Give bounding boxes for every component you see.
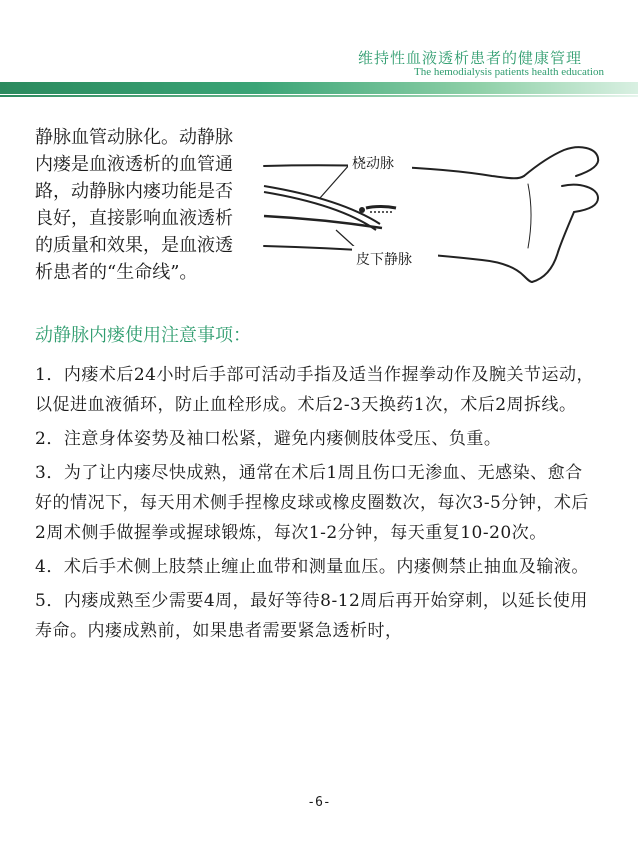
- header-bar: [0, 82, 638, 94]
- list-item: 2．注意身体姿势及袖口松紧，避免内瘘侧肢体受压、负重。: [35, 429, 502, 449]
- intro-line: 良好，直接影响血液透析: [35, 208, 233, 229]
- header-bar-line: [0, 95, 638, 97]
- section-heading: 动静脉内瘘使用注意事项：: [35, 325, 251, 346]
- header-title: 维持性血液透析患者的健康管理: [357, 49, 582, 67]
- list-item: 4．术后手术侧上肢禁止缠止血带和测量血压。内瘘侧禁止抽血及输液。: [35, 557, 589, 577]
- list-item: 3．为了让内瘘尽快成熟，通常在术后1周且伤口无渗血、无感染、愈合好的情况下，每天用术侧手捏橡皮球或橡皮圈数次，每次3-5分钟，术后2周术侧手做握拳或握球锻炼，每次1-2分钟，每天重复10-20次。: [35, 463, 589, 543]
- list-item: 1．内瘘术后24小时后手部可活动手指及适当作握拳动作及腕关节运动，以促进血液循环，防止血栓形成。术后2-3天换药1次，术后2周拆线。: [35, 365, 594, 415]
- intro-line: 路，动静脉内瘘功能是否: [35, 181, 233, 202]
- page-number: -6-: [307, 795, 331, 810]
- header-subtitle: The hemodialysis patients health education: [413, 66, 604, 78]
- intro-line: 内瘘是血液透析的血管通: [35, 154, 233, 175]
- intro-line: 的质量和效果，是血液透: [35, 235, 233, 256]
- intro-line: 析患者的“生命线”。: [35, 262, 198, 283]
- label-subcutaneous-vein: 皮下静脉: [356, 252, 412, 268]
- intro-paragraph: [35, 124, 275, 286]
- label-radial-artery: 桡动脉: [352, 156, 394, 172]
- precautions-list: [35, 360, 595, 650]
- forearm-fistula-illustration: [262, 128, 602, 310]
- list-item: 5．内瘘成熟至少需要4周，最好等待8-12周后再开始穿刺，以延长使用寿命。内瘘成熟前，如果患者需要紧急透析时，: [35, 591, 588, 641]
- intro-line: 静脉血管动脉化。动静脉: [35, 127, 233, 148]
